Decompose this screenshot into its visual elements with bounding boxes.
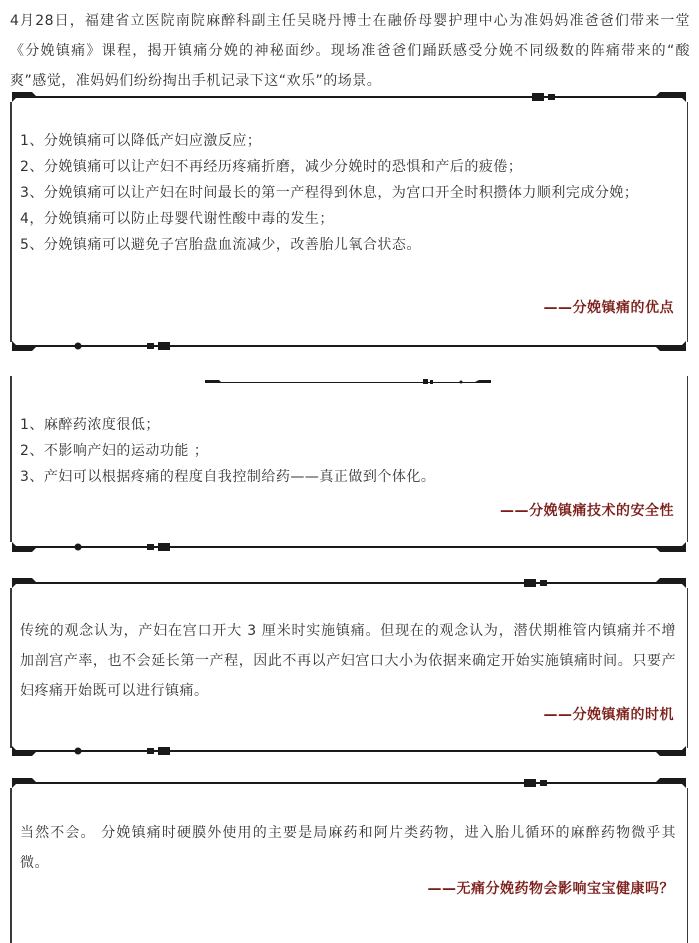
top-border-ornament xyxy=(10,90,688,104)
divider-ornament xyxy=(205,376,491,388)
intro-paragraph: 4月28日，福建省立医院南院麻醉科副主任吴晓丹博士在融侨母婴护理中心为准妈妈准爸爸们带来一堂《分娩镇痛》课程，揭开镇痛分娩的神秘面纱。现场准爸爸们踊跃感受分娩不同级数的阵痛带来的“酸爽”感觉，准妈妈们纷纷掏出手机记录下这“欢乐”的场景。 xyxy=(10,13,690,89)
list-item: 2、分娩镇痛可以让产妇不再经历疼痛折磨，减少分娩时的恐惧和产后的疲倦； xyxy=(20,159,523,175)
card-advantages xyxy=(10,90,688,352)
top-border-ornament xyxy=(10,776,688,790)
list-item: 3、产妇可以根据疼痛的程度自我控制给药——真正做到个体化。 xyxy=(20,469,436,485)
card-body xyxy=(20,128,676,258)
list-item: 2、不影响产妇的运动功能 ； xyxy=(20,443,209,459)
paragraph: 传统的观念认为，产妇在宫口开大 3 厘米时实施镇痛。但现在的观念认为，潜伏期椎管内镇痛并不增加剖宫产率，也不会延长第一产程，因此不再以产妇宫口大小为依据来确定开始实施镇痛时间。只要产妇疼痛开始既可以进行镇痛。 xyxy=(20,623,676,699)
bottom-border-ornament xyxy=(10,744,688,758)
section-caption: ——分娩镇痛的优点 xyxy=(543,300,674,316)
top-border-ornament xyxy=(10,576,688,590)
bottom-border-ornament xyxy=(10,339,688,353)
list-item: 1、分娩镇痛可以降低产妇应激反应； xyxy=(20,133,262,149)
card-body xyxy=(20,616,676,706)
card-timing xyxy=(10,576,688,756)
card-safety xyxy=(10,376,688,554)
list-item: 5、分娩镇痛可以避免子宫胎盘血流减少，改善胎儿氧合状态。 xyxy=(20,237,421,253)
card-baby-health xyxy=(10,776,688,943)
list-item: 3、分娩镇痛可以让产妇在时间最长的第一产程得到休息，为宫口开全时积攒体力顺利完成分娩； xyxy=(20,185,639,201)
card-body xyxy=(20,818,676,878)
paragraph: 当然不会。 分娩镇痛时硬膜外使用的主要是局麻药和阿片类药物，进入胎儿循环的麻醉药物微乎其微。 xyxy=(20,825,676,871)
list-item: 1、麻醉药浓度很低； xyxy=(20,417,160,433)
card-body xyxy=(20,412,676,490)
list-item: 4，分娩镇痛可以防止母婴代谢性酸中毒的发生； xyxy=(20,211,334,227)
bottom-border-ornament xyxy=(10,540,688,554)
section-caption: ——分娩镇痛的时机 xyxy=(543,707,674,723)
section-caption: ——分娩镇痛技术的安全性 xyxy=(500,503,674,519)
section-caption: ——无痛分娩药物会影响宝宝健康吗？ xyxy=(427,881,674,897)
